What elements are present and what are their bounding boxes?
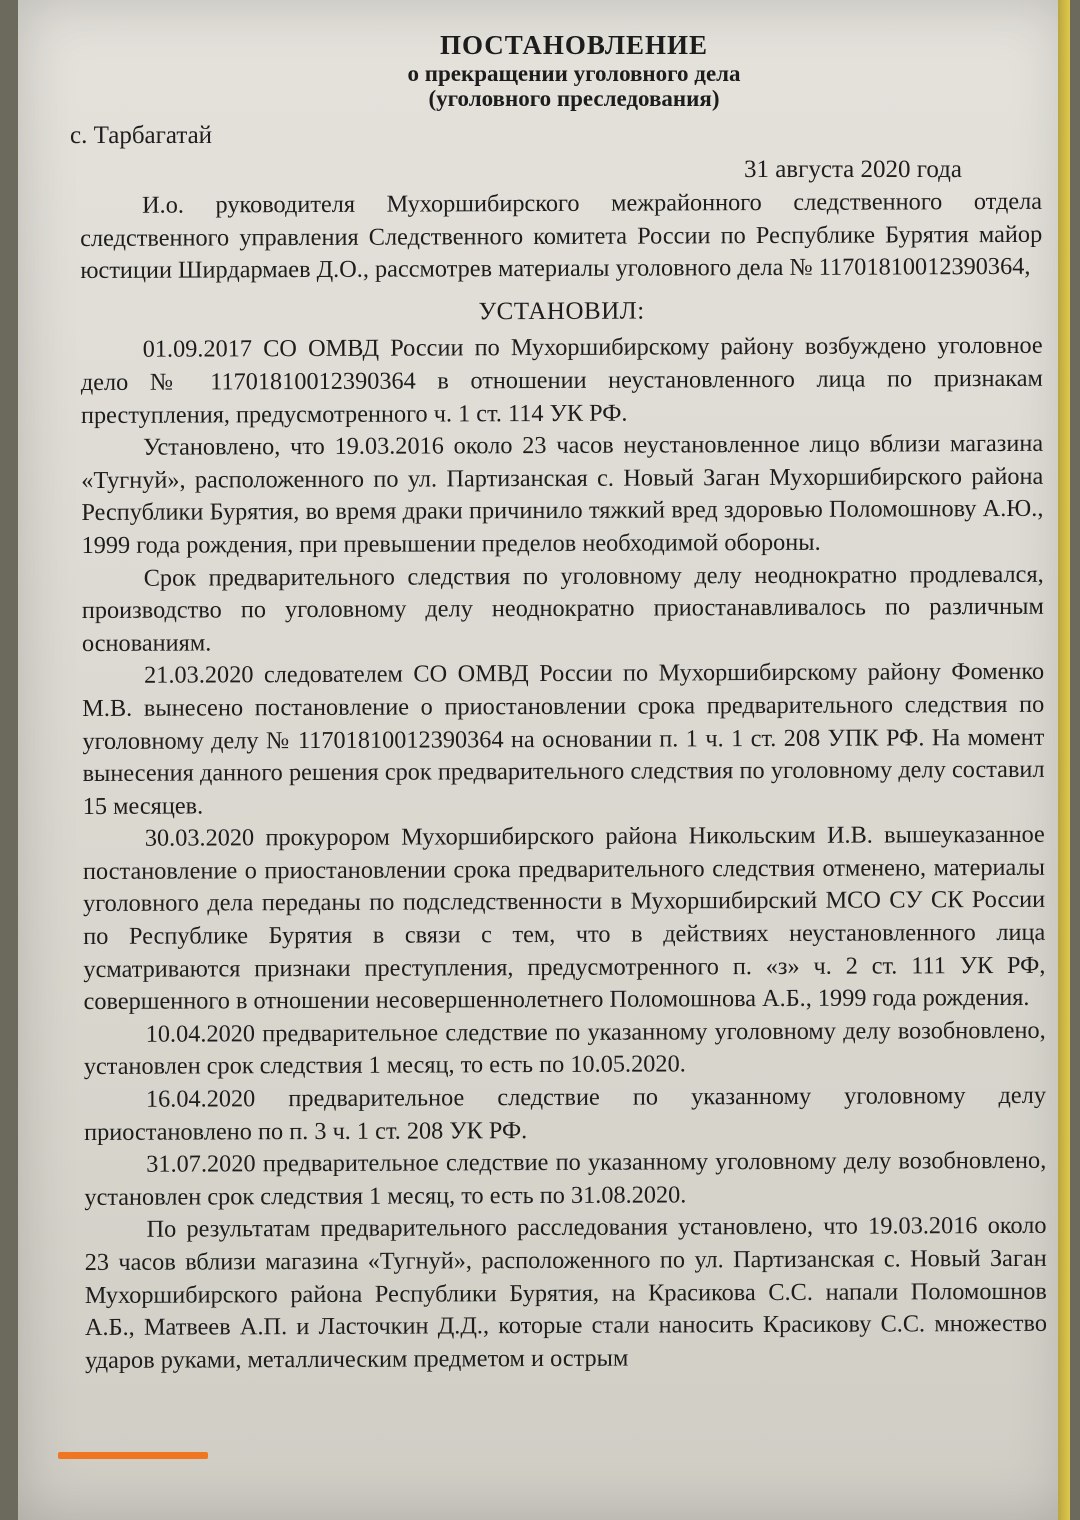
body-paragraph: 30.03.2020 прокурором Мухоршибирского района Никольским И.В. вышеуказанное постановление о приостановлении срока предварительного следствия отменено, материалы уголовного дела переданы по подследственности в Мухоршибирский МСО СУ СК России по Республике Бурятия в связи с тем, что в действиях неустановленного лица усматриваются признаки преступления, предусмотренного п. «з» ч. 2 ст. 111 УК РФ, совершенного в отношении несовершеннолетнего Поломошнова А.Б., 1999 года рождения. bbox=[82, 821, 1046, 1016]
body-paragraph: Срок предварительного следствия по уголовному делу неоднократно продлевался, производство по уголовному делу неоднократно приостанавливалось по различным основаниям. bbox=[81, 560, 1044, 657]
body-paragraph: 31.07.2020 предварительное следствие по указанному уголовному делу возобновлено, установлен срок следствия 1 месяц, то есть по 31.08.2020. bbox=[84, 1147, 1047, 1211]
page-edge-strip bbox=[1058, 0, 1070, 1520]
intro-paragraph: И.о. руководителя Мухоршибирского межрайонного следственного отдела следственного управления Следственного комитета России по Республике Бурятия майор юстиции Ширдармаев Д.О., рассмотрев материалы уголовного дела № 11701810012390364, bbox=[80, 187, 1043, 285]
body-paragraph: 01.09.2017 СО ОМВД России по Мухоршибирскому району возбуждено уголовное дело № 11701810012390364 в отношении неустановленного лица по признакам преступления, предусмотренного ч. 1 ст. 114 УК РФ. bbox=[80, 332, 1043, 429]
body-paragraph: 21.03.2020 следователем СО ОМВД России по Мухоршибирскому району Фоменко М.В. вынесено постановление о приостановлении срока предварительного следствия по уголовному делу № 11701810012390364 на основании п. 1 ч. 1 ст. 208 УПК РФ. На момент вынесения данного решения срок предварительного следствия по уголовному делу составил 15 месяцев. bbox=[82, 658, 1045, 820]
document-place: с. Тарбагатай bbox=[70, 122, 213, 149]
document-title: ПОСТАНОВЛЕНИЕ bbox=[439, 30, 709, 60]
document-header bbox=[18, 30, 1080, 111]
document-body bbox=[80, 186, 1047, 1378]
section-heading: УСТАНОВИЛ: bbox=[478, 297, 645, 326]
highlight-underline bbox=[58, 1452, 208, 1459]
document-subtitle-line1: о прекращении уголовного дела bbox=[407, 61, 741, 86]
document-date: 31 августа 2020 года bbox=[743, 156, 962, 183]
body-paragraph: По результатам предварительного расследования установлено, что 19.03.2016 около 23 часов вблизи магазина «Тугнуй», расположенного по ул. Партизанская с. Новый Заган Мухоршибирского района Республики Бурятия, на Красикова С.С. напали Поломошнов А.Б., Матвеев А.П. и Ласточкин Д.Д., которые стали наносить Красикову С.С. множество ударов руками, металлическим предметом и острым bbox=[84, 1212, 1048, 1374]
body-paragraph: 16.04.2020 предварительное следствие по указанному уголовному делу приостановлено по п. 3 ч. 1 ст. 208 УК РФ. bbox=[84, 1081, 1047, 1146]
body-paragraph: 10.04.2020 предварительное следствие по указанному уголовному делу возобновлено, установлен срок следствия 1 месяц, то есть по 10.05.2020. bbox=[83, 1016, 1046, 1081]
body-paragraph: Установлено, что 19.03.2016 около 23 часов неустановленное лицо вблизи магазина «Тугнуй», расположенного по ул. Партизанская с. Новый Заган Мухоршибирского района Республики Бурятия, во время драки причинило тяжкий вред здоровью Поломошнову А.Ю., 1999 года рождения, при превышении пределов необходимой обороны. bbox=[81, 429, 1044, 559]
document-subtitle-line2: (уголовного преследования) bbox=[428, 86, 720, 111]
document-page bbox=[18, 0, 1070, 1520]
